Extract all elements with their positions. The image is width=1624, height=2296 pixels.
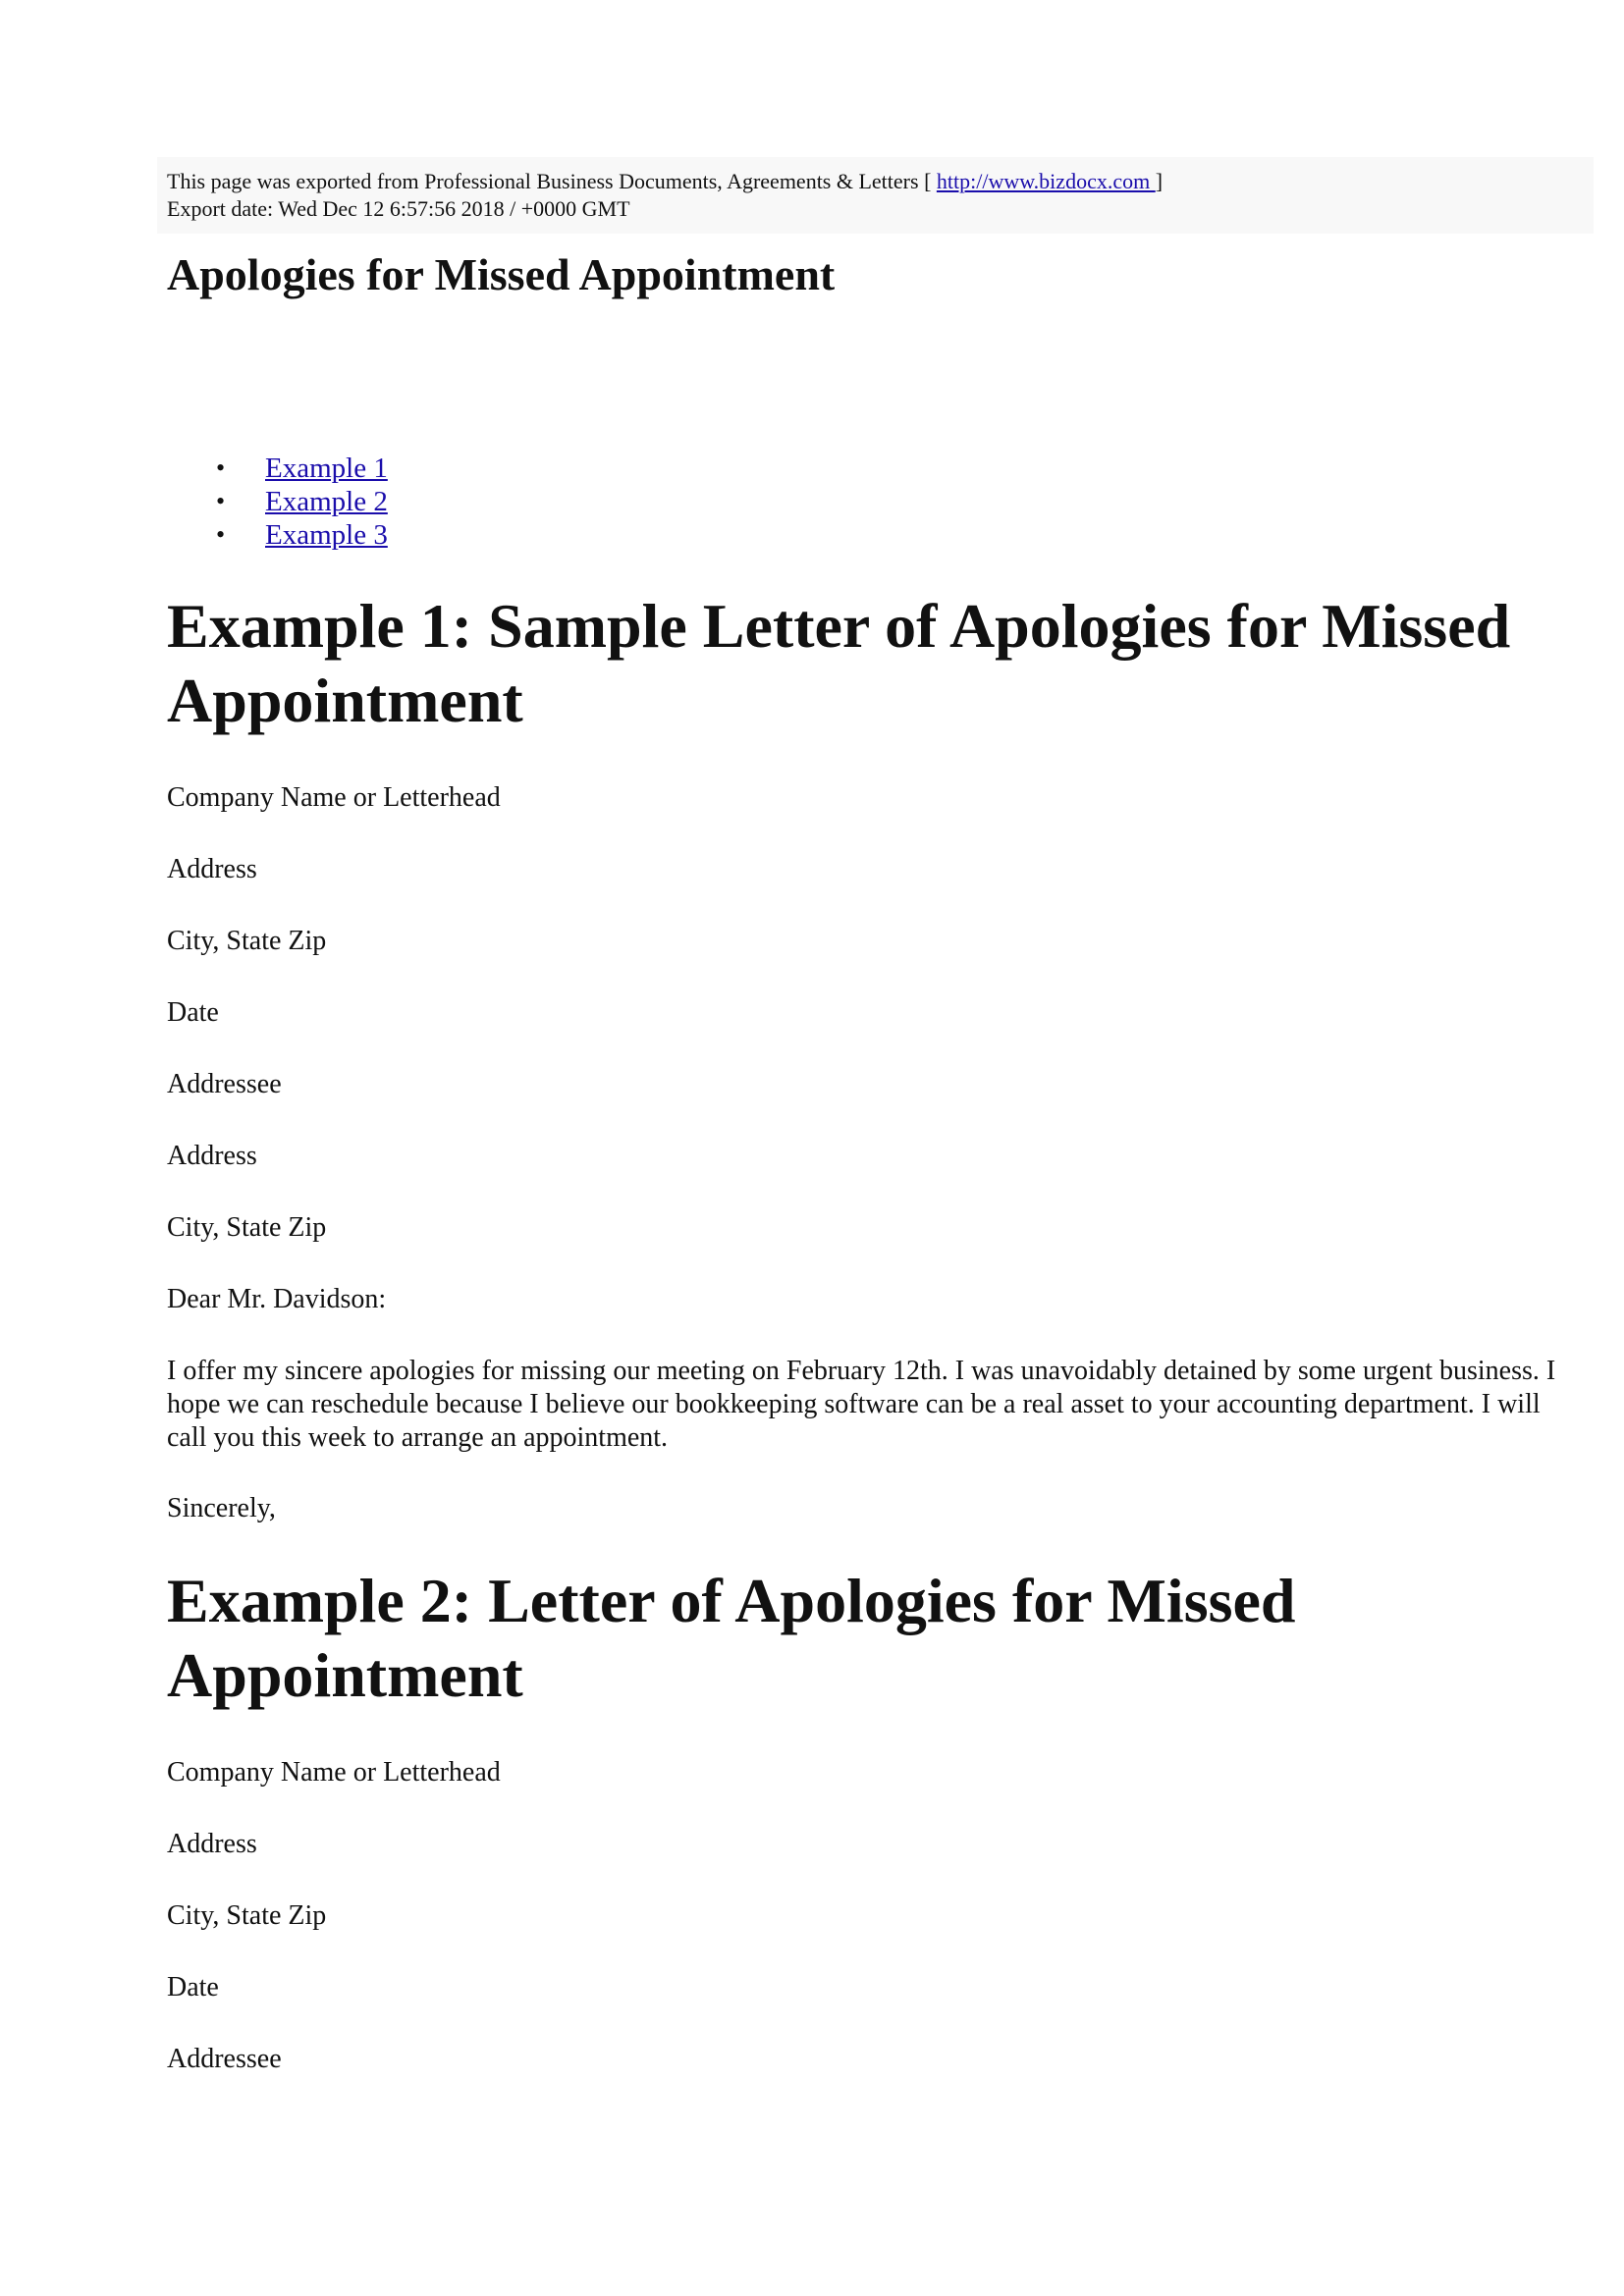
addressee-address-line: Address xyxy=(167,1141,257,1171)
toc-link-example-2[interactable]: Example 2 xyxy=(265,486,388,517)
example-2-heading: Example 2: Letter of Apologies for Missed Appointment xyxy=(167,1566,1296,1710)
addressee-line: Addressee xyxy=(167,2044,282,2074)
example-1-section xyxy=(167,589,1591,1551)
sender-address-line: Address xyxy=(167,1829,257,1859)
toc-link-example-1[interactable]: Example 1 xyxy=(265,453,388,484)
bullet-icon: • xyxy=(216,454,226,482)
date-line: Date xyxy=(167,1972,219,2002)
document-title: Apologies for Missed Appointment xyxy=(167,249,836,299)
sender-city-line: City, State Zip xyxy=(167,926,327,956)
toc-item-example-3 xyxy=(167,518,388,552)
closing: Sincerely, xyxy=(167,1493,276,1523)
export-date: Export date: Wed Dec 12 6:57:56 2018 / +0000 GMT xyxy=(167,196,630,221)
salutation: Dear Mr. Davidson: xyxy=(167,1284,387,1314)
letter-body: I offer my sincere apologies for missing our meeting on February 12th. I was unavoidably detained by some urgent business. I hope we can reschedule because I believe our bookkeeping software can be a real asset to your accounting department. I will call you this week to arrange an appointment. xyxy=(167,1356,1556,1453)
bullet-icon: • xyxy=(216,520,226,549)
export-bracket: ] xyxy=(1155,169,1164,193)
bizdocx-link[interactable]: http://www.bizdocx.com xyxy=(936,169,1156,193)
sender-address-line: Address xyxy=(167,854,257,884)
date-line: Date xyxy=(167,997,219,1028)
addressee-line: Addressee xyxy=(167,1069,282,1099)
addressee-city-line: City, State Zip xyxy=(167,1212,327,1243)
toc-item-example-2 xyxy=(167,485,388,518)
toc-item-example-1 xyxy=(167,452,388,485)
letterhead-line: Company Name or Letterhead xyxy=(167,1757,501,1788)
export-source-text: This page was exported from Professional Business Documents, Agreements & Letters [ xyxy=(167,169,937,193)
example-1-heading: Example 1: Sample Letter of Apologies for Missed Appointment xyxy=(167,591,1511,735)
example-2-section xyxy=(167,1564,1591,2094)
sender-city-line: City, State Zip xyxy=(167,1900,327,1931)
letterhead-line: Company Name or Letterhead xyxy=(167,782,501,813)
export-notice-line1 xyxy=(167,168,1584,195)
bullet-icon: • xyxy=(216,487,226,515)
table-of-contents xyxy=(167,452,388,552)
export-notice xyxy=(157,157,1594,234)
toc-link-example-3[interactable]: Example 3 xyxy=(265,519,388,551)
